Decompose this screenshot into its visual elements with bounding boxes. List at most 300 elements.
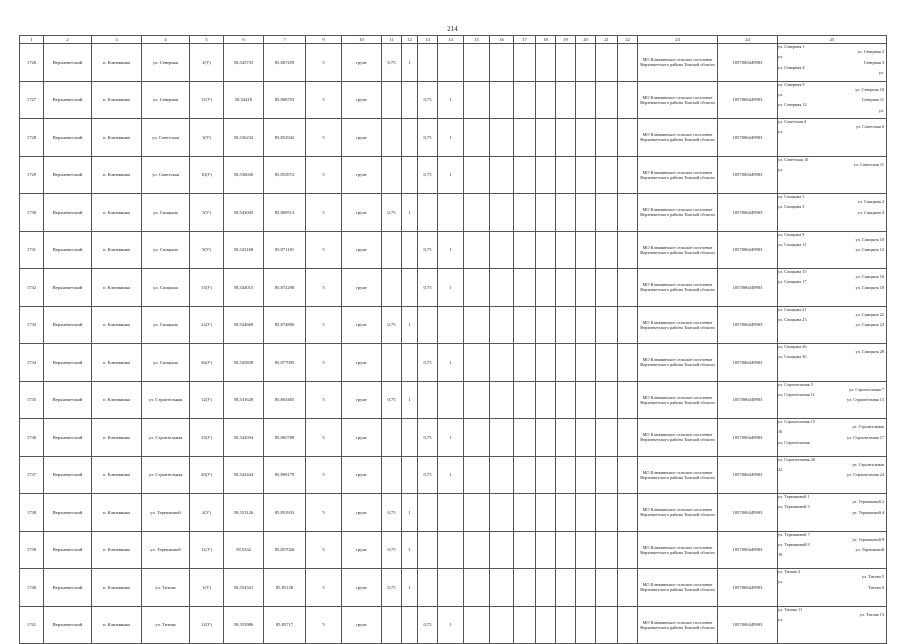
header-cell: 4	[142, 36, 190, 44]
cell-district: Верхнекетский	[44, 419, 92, 457]
cell-empty	[576, 456, 596, 494]
street-entry: ул. Советская 4	[778, 119, 807, 124]
cell-house: 2(У)	[190, 494, 224, 532]
cell-no: 1735	[20, 381, 44, 419]
header-row	[20, 36, 887, 44]
cell-empty	[596, 419, 618, 457]
street-entry: ул.	[778, 166, 784, 172]
cell-empty	[514, 44, 536, 82]
cell-c14	[438, 569, 464, 607]
cell-org: МО Клюквинское сельское поселение Верхнекетского района Томской области	[638, 381, 718, 419]
cell-no: 1730	[20, 194, 44, 232]
cell-ogrn: 1057006449903	[718, 306, 778, 344]
cell-empty	[556, 456, 576, 494]
street-entry: ул. Спицына 24	[855, 322, 884, 328]
cell-empty	[596, 81, 618, 119]
cell-c13: 0,75	[418, 119, 438, 157]
cell-empty	[514, 344, 536, 382]
cell-district: Верхнекетский	[44, 231, 92, 269]
cell-empty	[618, 419, 638, 457]
cell-empty	[490, 119, 514, 157]
cell-empty	[618, 531, 638, 569]
cell-empty	[514, 81, 536, 119]
cell-empty	[576, 494, 596, 532]
cell-empty	[514, 269, 536, 307]
header-cell: 9	[306, 36, 342, 44]
street-entry: ул. Строительная 11	[778, 391, 815, 397]
cell-c11	[382, 81, 402, 119]
cell-c9: 5	[306, 231, 342, 269]
cell-empty	[490, 231, 514, 269]
cell-empty	[618, 381, 638, 419]
cell-empty	[556, 494, 576, 532]
cell-c10: грунт	[342, 119, 382, 157]
cell-empty	[576, 381, 596, 419]
street-entry: ул. Терешковой 9	[778, 541, 810, 547]
table-row	[20, 494, 887, 532]
cell-empty	[464, 531, 490, 569]
register-table	[19, 35, 887, 644]
cell-empty	[536, 44, 556, 82]
street-entry: ул. Строительная 13	[846, 397, 884, 403]
cell-district: Верхнекетский	[44, 194, 92, 232]
cell-house: 12(У)	[190, 606, 224, 644]
cell-empty	[556, 194, 576, 232]
cell-c10: грунт	[342, 344, 382, 382]
cell-empty	[514, 231, 536, 269]
table-row	[20, 269, 887, 307]
street-entry: ул. Строительная 5	[778, 381, 813, 387]
cell-lon: 85,868703	[264, 81, 306, 119]
street-entry: ул. Терешковой	[855, 547, 884, 553]
cell-c12	[402, 231, 418, 269]
table-row	[20, 44, 887, 82]
cell-c10: грунт	[342, 381, 382, 419]
cell-c9: 5	[306, 381, 342, 419]
cell-house: 15(У)	[190, 269, 224, 307]
header-cell: 20	[576, 36, 596, 44]
cell-c12	[402, 269, 418, 307]
cell-empty	[536, 194, 556, 232]
street-entry: ул. Строительная	[852, 424, 884, 430]
cell-empty	[514, 419, 536, 457]
cell-empty	[556, 269, 576, 307]
cell-empty	[536, 81, 556, 119]
cell-lon: 85,863465	[264, 381, 306, 419]
header-cell: 23	[638, 36, 718, 44]
cell-ogrn: 1057006449903	[718, 606, 778, 644]
cell-empty	[618, 569, 638, 607]
cell-c12	[402, 456, 418, 494]
header-cell: 15	[464, 36, 490, 44]
cell-streets	[778, 156, 887, 194]
cell-street: ул. Спицына	[142, 231, 190, 269]
cell-empty	[536, 419, 556, 457]
cell-c14	[438, 494, 464, 532]
cell-lon: 85,852942	[264, 119, 306, 157]
header-cell: 14	[438, 36, 464, 44]
cell-empty	[596, 456, 618, 494]
cell-house: 3(У)	[190, 119, 224, 157]
cell-empty	[464, 381, 490, 419]
cell-house: 11(У)	[190, 531, 224, 569]
cell-empty	[464, 306, 490, 344]
street-entry: ул. Терешковой 7	[778, 531, 810, 537]
street-entry: ул. Советская 6	[855, 124, 884, 130]
cell-district: Верхнекетский	[44, 606, 92, 644]
street-entry: ул. Спицына 28	[855, 349, 884, 355]
street-entry: ул.	[778, 91, 784, 97]
cell-street: ул. Титова	[142, 606, 190, 644]
table-row	[20, 569, 887, 607]
cell-c14	[438, 381, 464, 419]
cell-c14: 1	[438, 269, 464, 307]
cell-c14	[438, 531, 464, 569]
cell-district: Верхнекетский	[44, 156, 92, 194]
cell-district: Верхнекетский	[44, 531, 92, 569]
cell-ogrn: 1057006449903	[718, 119, 778, 157]
cell-settlement: п. Клюквинка	[92, 531, 142, 569]
cell-c9: 5	[306, 269, 342, 307]
street-entry: 22	[778, 466, 783, 472]
page-number: 214	[447, 25, 458, 33]
cell-empty	[596, 269, 618, 307]
cell-lat: 58,542034	[224, 419, 264, 457]
cell-c12: 1	[402, 531, 418, 569]
cell-c11	[382, 269, 402, 307]
cell-c9: 5	[306, 156, 342, 194]
cell-c11	[382, 156, 402, 194]
cell-lon: 85,867259	[264, 44, 306, 82]
street-entry: ул. Строительная 15	[778, 419, 816, 424]
cell-no: 1737	[20, 456, 44, 494]
cell-empty	[618, 194, 638, 232]
street-entry: ул. Северная 4	[778, 64, 805, 70]
cell-lon: 85,869179	[264, 456, 306, 494]
street-entry: Северная 3	[863, 59, 884, 65]
cell-c9: 5	[306, 119, 342, 157]
cell-empty	[464, 456, 490, 494]
cell-c13	[418, 381, 438, 419]
cell-empty	[514, 381, 536, 419]
cell-lon: 85,871181	[264, 231, 306, 269]
cell-empty	[618, 456, 638, 494]
street-entry: ул. Спицына 1	[778, 194, 805, 199]
cell-ogrn: 1057006449903	[718, 44, 778, 82]
header-cell: 10	[342, 36, 382, 44]
cell-house: 5(У)	[190, 194, 224, 232]
street-entry: ул. Спицына 3	[778, 204, 805, 210]
cell-empty	[490, 156, 514, 194]
cell-street: ул. Советская	[142, 156, 190, 194]
cell-streets	[778, 269, 887, 307]
cell-ogrn: 1057006449903	[718, 381, 778, 419]
cell-ogrn: 1057006449903	[718, 156, 778, 194]
cell-c10: грунт	[342, 269, 382, 307]
street-entry: ул. Строительная 17	[846, 434, 884, 440]
cell-empty	[514, 306, 536, 344]
cell-empty	[514, 194, 536, 232]
cell-c9: 5	[306, 606, 342, 644]
cell-no: 1727	[20, 81, 44, 119]
cell-street: ул. Спицына	[142, 194, 190, 232]
cell-street: ул. Терешковой	[142, 494, 190, 532]
cell-ogrn: 1057006449903	[718, 194, 778, 232]
street-entry: ул. Строительная 7	[849, 386, 884, 392]
cell-lat: 58,5332	[224, 531, 264, 569]
cell-c13: 0,75	[418, 456, 438, 494]
cell-empty	[556, 381, 576, 419]
table-row	[20, 306, 887, 344]
cell-c14: 1	[438, 456, 464, 494]
cell-org: МО Клюквинское сельское поселение Верхнекетского района Томской области	[638, 194, 718, 232]
cell-c12: 1	[402, 494, 418, 532]
cell-c11	[382, 419, 402, 457]
street-entry: Северная 11	[861, 97, 884, 103]
cell-street: ул. Северная	[142, 44, 190, 82]
cell-empty	[514, 156, 536, 194]
cell-streets	[778, 44, 887, 82]
table-row	[20, 194, 887, 232]
cell-empty	[514, 569, 536, 607]
cell-district: Верхнекетский	[44, 381, 92, 419]
cell-empty	[618, 231, 638, 269]
cell-c10: грунт	[342, 531, 382, 569]
cell-lon: 85,877005	[264, 344, 306, 382]
cell-c10: грунт	[342, 156, 382, 194]
cell-empty	[576, 44, 596, 82]
cell-house: 10(У)	[190, 156, 224, 194]
cell-empty	[576, 306, 596, 344]
cell-district: Верхнекетский	[44, 494, 92, 532]
street-entry: ул. Терешковой 2	[852, 499, 884, 505]
cell-c14	[438, 44, 464, 82]
cell-empty	[596, 344, 618, 382]
cell-c9: 5	[306, 306, 342, 344]
cell-empty	[464, 231, 490, 269]
cell-empty	[464, 156, 490, 194]
cell-c14: 1	[438, 231, 464, 269]
cell-c10: грунт	[342, 194, 382, 232]
street-entry: ул. Терешковой 8	[852, 536, 884, 542]
cell-empty	[490, 531, 514, 569]
cell-street: ул. Северная	[142, 81, 190, 119]
header-cell: 5	[190, 36, 224, 44]
cell-empty	[556, 231, 576, 269]
cell-c10: грунт	[342, 81, 382, 119]
cell-lat: 58,543168	[224, 231, 264, 269]
street-entry: ул. Строительная 20	[778, 456, 816, 462]
cell-c12: 1	[402, 44, 418, 82]
cell-streets	[778, 119, 887, 157]
street-entry: ул.	[778, 129, 784, 135]
cell-empty	[464, 269, 490, 307]
header-cell: 2	[44, 36, 92, 44]
cell-empty	[596, 306, 618, 344]
cell-streets	[778, 494, 887, 532]
cell-c13	[418, 569, 438, 607]
cell-c14: 1	[438, 119, 464, 157]
cell-no: 1733	[20, 306, 44, 344]
cell-c13: 0,75	[418, 419, 438, 457]
cell-c11: 0,75	[382, 531, 402, 569]
cell-empty	[556, 44, 576, 82]
cell-empty	[536, 569, 556, 607]
cell-empty	[596, 569, 618, 607]
cell-c14: 1	[438, 606, 464, 644]
street-entry: ул. Терешковой 1	[778, 494, 810, 499]
cell-empty	[576, 231, 596, 269]
cell-c9: 5	[306, 531, 342, 569]
cell-empty	[514, 456, 536, 494]
cell-c13: 0,75	[418, 156, 438, 194]
cell-house: 20(У)	[190, 456, 224, 494]
street-entry: ул. Титова 13	[859, 611, 884, 617]
cell-empty	[536, 156, 556, 194]
street-entry: ул. Спицына 9	[778, 231, 805, 237]
cell-empty	[536, 119, 556, 157]
cell-c10: грунт	[342, 456, 382, 494]
street-entry: ул. Строительная	[852, 461, 884, 467]
cell-empty	[536, 344, 556, 382]
cell-empty	[576, 606, 596, 644]
table-row	[20, 344, 887, 382]
cell-ogrn: 1057006449903	[718, 269, 778, 307]
street-entry: ул. Спицына 4	[857, 209, 884, 215]
cell-c10: грунт	[342, 231, 382, 269]
table-row	[20, 381, 887, 419]
cell-lat: 58,536232	[224, 119, 264, 157]
cell-empty	[618, 606, 638, 644]
cell-empty	[490, 269, 514, 307]
street-entry: ул. Спицына 16	[855, 274, 884, 280]
cell-empty	[576, 194, 596, 232]
cell-empty	[536, 231, 556, 269]
cell-c12	[402, 344, 418, 382]
cell-empty	[464, 81, 490, 119]
cell-empty	[536, 269, 556, 307]
cell-empty	[596, 231, 618, 269]
cell-lat: 58,544669	[224, 306, 264, 344]
cell-c11: 0,75	[382, 494, 402, 532]
cell-no: 1726	[20, 44, 44, 82]
cell-empty	[464, 344, 490, 382]
street-entry: ул.	[878, 70, 884, 76]
cell-c14: 1	[438, 81, 464, 119]
cell-no: 1740	[20, 569, 44, 607]
cell-lat: 58,544015	[224, 269, 264, 307]
cell-c13	[418, 531, 438, 569]
street-entry: ул. Спицына 17	[778, 279, 807, 285]
table-row	[20, 119, 887, 157]
cell-c12	[402, 156, 418, 194]
cell-settlement: п. Клюквинка	[92, 306, 142, 344]
cell-empty	[576, 81, 596, 119]
cell-empty	[556, 81, 576, 119]
cell-street: ул. Терешковой	[142, 531, 190, 569]
cell-empty	[514, 494, 536, 532]
cell-c12: 1	[402, 381, 418, 419]
cell-empty	[464, 419, 490, 457]
cell-empty	[514, 531, 536, 569]
table-row	[20, 606, 887, 644]
cell-settlement: п. Клюквинка	[92, 344, 142, 382]
cell-org: МО Клюквинское сельское поселение Верхнекетского района Томской области	[638, 44, 718, 82]
cell-empty	[618, 156, 638, 194]
cell-empty	[464, 606, 490, 644]
cell-c9: 5	[306, 456, 342, 494]
header-cell: 12	[402, 36, 418, 44]
cell-empty	[536, 494, 556, 532]
street-entry: ул. Строительная	[778, 439, 810, 445]
cell-lon: 85,874806	[264, 306, 306, 344]
cell-c12	[402, 119, 418, 157]
street-entry: ул.	[878, 107, 884, 113]
cell-lat: 58,545838	[224, 344, 264, 382]
cell-no: 1736	[20, 419, 44, 457]
header-cell: 18	[536, 36, 556, 44]
cell-no: 1732	[20, 269, 44, 307]
cell-ogrn: 1057006449903	[718, 569, 778, 607]
cell-org: МО Клюквинское сельское поселение Верхнекетского района Томской области	[638, 156, 718, 194]
table-row	[20, 456, 887, 494]
cell-empty	[464, 44, 490, 82]
cell-house: 1(У)	[190, 569, 224, 607]
cell-settlement: п. Клюквинка	[92, 269, 142, 307]
cell-house: 22(У)	[190, 306, 224, 344]
cell-lon: 85,853933	[264, 494, 306, 532]
street-entry: ул.	[778, 54, 784, 60]
cell-streets	[778, 569, 887, 607]
cell-empty	[618, 81, 638, 119]
street-entry: ул. Советская 10	[778, 156, 809, 162]
cell-org: МО Клюквинское сельское поселение Верхнекетского района Томской области	[638, 344, 718, 382]
cell-c10: грунт	[342, 569, 382, 607]
street-entry: ул. Терешковой 4	[852, 509, 884, 515]
cell-empty	[556, 156, 576, 194]
cell-settlement: п. Клюквинка	[92, 231, 142, 269]
cell-c14	[438, 194, 464, 232]
cell-district: Верхнекетский	[44, 81, 92, 119]
cell-no: 1731	[20, 231, 44, 269]
cell-ogrn: 1057006449903	[718, 81, 778, 119]
cell-c9: 5	[306, 194, 342, 232]
cell-ogrn: 1057006449903	[718, 456, 778, 494]
street-entry: ул.	[778, 579, 784, 585]
cell-streets	[778, 419, 887, 457]
table-row	[20, 531, 887, 569]
cell-empty	[490, 81, 514, 119]
cell-org: МО Клюквинское сельское поселение Верхнекетского района Томской области	[638, 231, 718, 269]
cell-ogrn: 1057006449903	[718, 419, 778, 457]
cell-streets	[778, 194, 887, 232]
street-entry: ул. Титова 5	[861, 574, 884, 580]
cell-empty	[576, 419, 596, 457]
cell-settlement: п. Клюквинка	[92, 381, 142, 419]
cell-street: ул. Титова	[142, 569, 190, 607]
cell-lon: 85,869514	[264, 194, 306, 232]
cell-lat: 58,553986	[224, 606, 264, 644]
cell-empty	[490, 381, 514, 419]
table-row	[20, 419, 887, 457]
cell-c13: 0,75	[418, 81, 438, 119]
cell-settlement: п. Клюквинка	[92, 606, 142, 644]
cell-c9: 5	[306, 344, 342, 382]
street-entry: ул. Терешковой 3	[778, 504, 810, 510]
cell-lat: 58,54418	[224, 81, 264, 119]
cell-house: 1(У)	[190, 44, 224, 82]
street-entry: ул. Титова 2	[778, 569, 801, 574]
